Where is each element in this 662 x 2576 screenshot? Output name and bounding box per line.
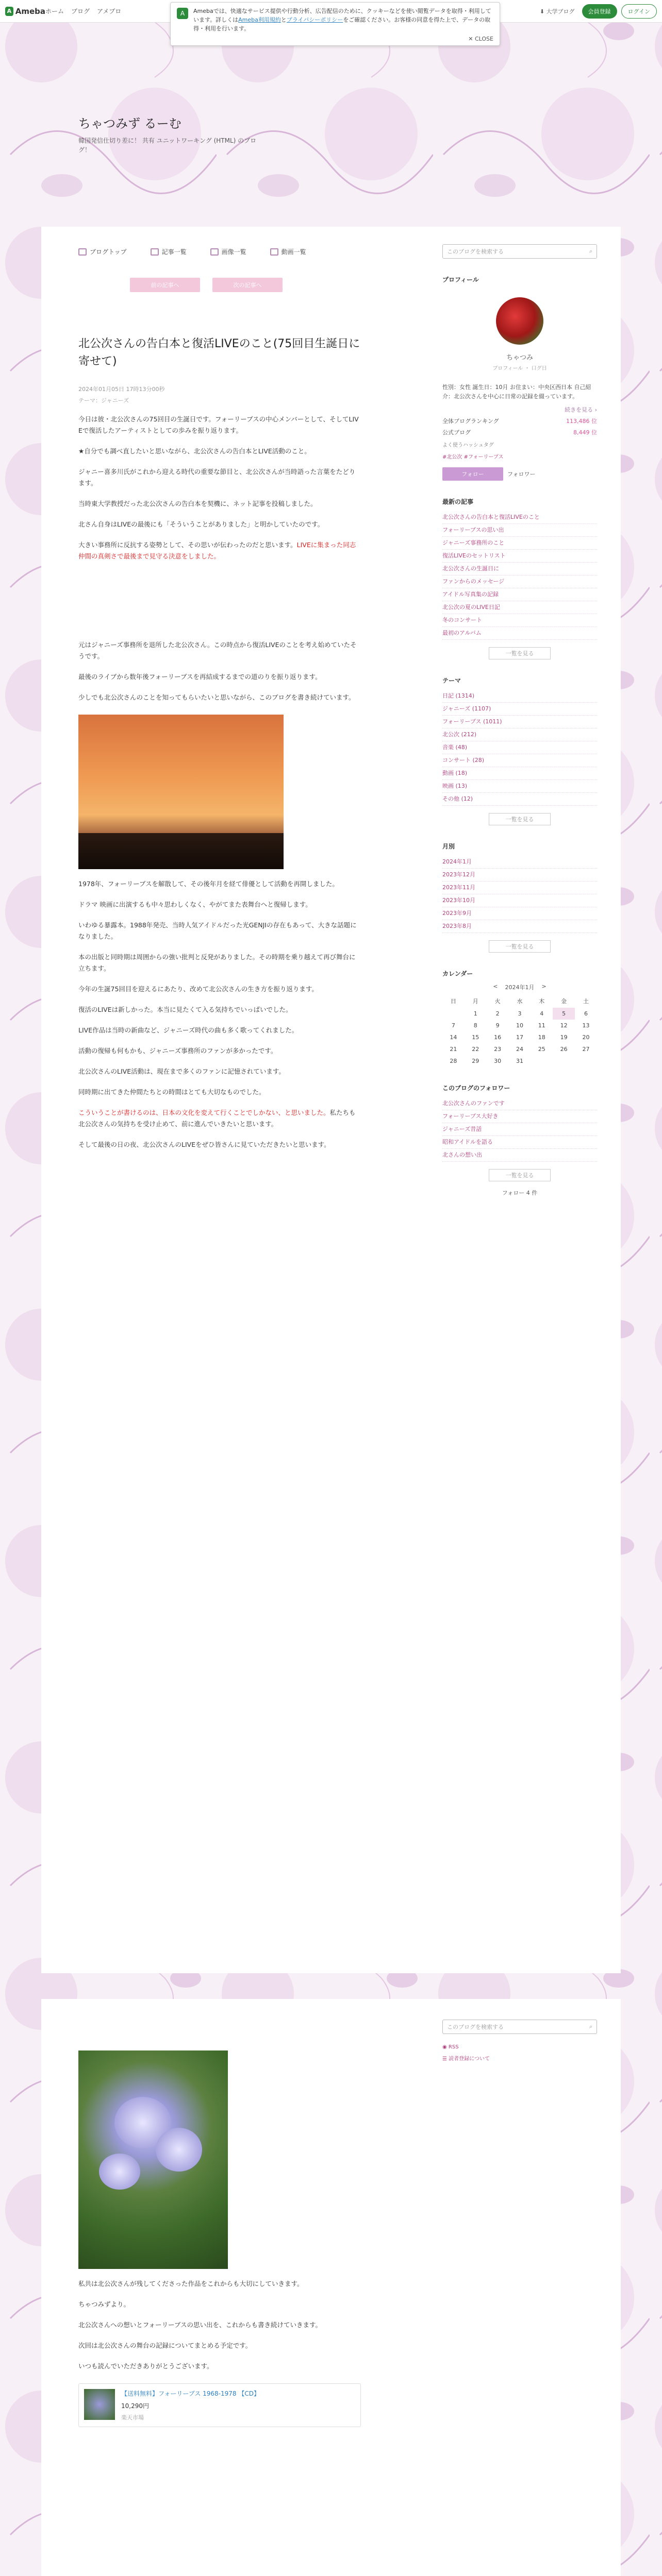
blog-search-input-2[interactable]: このブログを検索する ⌕ <box>442 2020 597 2034</box>
article-title: 北公次さんの告白本と復活LIVEのこと(75回目生誕日に寄せて) <box>78 337 360 368</box>
list-item[interactable]: 北公次 (212) <box>442 728 597 741</box>
ranking-row: 公式ブログ 8,449 位 <box>442 429 597 436</box>
list-item[interactable]: 2023年11月 <box>442 882 597 894</box>
paragraph: LIVE作品は当時の新曲など、ジャニーズ時代の曲も多く歌ってくれました。 <box>78 1026 299 1034</box>
paragraph: いつも読んでいただきありがとうございます。 <box>78 2362 213 2370</box>
calendar-next-button[interactable]: > <box>541 983 547 990</box>
list-item[interactable]: ジャニーズ事務所のこと <box>442 537 597 550</box>
article-theme[interactable]: テーマ：ジャニーズ <box>78 397 129 404</box>
calendar-week: 21 22 23 24 25 26 27 <box>450 1046 590 1053</box>
video-icon <box>270 248 278 256</box>
image-icon <box>210 248 219 256</box>
paragraph: 北公次さんへの想いとフォーリーブスの思い出を、これからも書き続けていきます。 <box>78 2321 322 2329</box>
paragraph: 元はジャニーズ事務所を退所した北公次さん。この時点から復活LIVEのことを考え始めていたそうです。 <box>78 641 357 660</box>
list-item[interactable]: コンサート (28) <box>442 754 597 767</box>
main-column <box>78 244 361 1150</box>
tab-blog-top[interactable]: ブログトップ <box>78 247 127 256</box>
calendar-heading: カレンダー <box>442 970 473 977</box>
topnav-ameblo[interactable]: アメブロ <box>97 8 122 15</box>
profile-sub: ブロフィール ・ 口グ日 <box>492 366 547 371</box>
blog-title[interactable]: ちゃつみず るーむ <box>78 116 181 131</box>
topnav-blog[interactable]: ブログ <box>71 8 90 15</box>
paragraph: こういうことが書けるのは、日本の文化を変えて行くことでしかない、と思いました。私たちも北公次さんの気持ちを受け止めて、前に進んでいきたいと思います。 <box>78 1109 356 1128</box>
tab-videos[interactable]: 動画一覧 <box>270 247 306 256</box>
highlight-text: こういうことが書けるのは、日本の文化を変えて行くことでしかない、と思いました。 <box>78 1109 330 1116</box>
archive-heading: 月別 <box>442 843 455 850</box>
readers-heading: このブログのフォロワー <box>442 1084 510 1092</box>
product-title[interactable]: 【送料無料】フォーリーブス 1968-1978 【CD】 <box>121 2390 260 2397</box>
calendar-table <box>442 994 597 1067</box>
blog-tabs <box>78 244 361 259</box>
avatar[interactable] <box>496 297 543 345</box>
paragraph: 私共は北公次さんが残してくださった作品をこれからも大切にしていきます。 <box>78 2280 304 2287</box>
calendar-week: 1 2 3 4 5 6 <box>442 1008 597 1020</box>
paragraph: 今日は彼・北公次さんの75回目の生誕日です。フォーリーブスの中心メンバーとして、そしてLIVEで復活したアーティストとしての歩みを振り返ります。 <box>78 415 359 434</box>
follow-area <box>442 467 597 481</box>
calendar-week: 14 15 16 17 18 19 20 <box>450 1034 590 1041</box>
calendar-header <box>442 983 597 991</box>
register-button[interactable]: 会員登録 <box>582 4 617 19</box>
hashtag-heading: よく使うハッシュタグ <box>442 443 494 448</box>
ameba-logo-icon: A <box>5 7 13 16</box>
paragraph: 大きい事務所に反抗する姿勢として、その思いが伝わったのだと思います。LIVEに集まった同志仲間の真剣さで最後まで見守る決意をしました。 <box>78 541 356 560</box>
recent-more-button[interactable]: 一覧を見る <box>489 647 551 659</box>
product-thumbnail[interactable] <box>84 2389 115 2420</box>
list-item[interactable]: 2023年8月 <box>442 920 597 933</box>
list-item[interactable]: 2024年1月 <box>442 856 597 869</box>
follow-footer: フォロー 4 件 <box>502 1190 538 1196</box>
reader-registration-link[interactable]: ☰ 読者登録について <box>442 2056 490 2062</box>
list-icon <box>151 248 159 256</box>
list-item[interactable]: 映画 (13) <box>442 780 597 793</box>
ameba-notice-icon: A <box>177 8 188 19</box>
paragraph: 北さん自身はLIVEの最後にも「そういうことがありました」と明かしていたのです。 <box>78 520 324 528</box>
paragraph: ちゃつみずより。 <box>78 2300 130 2308</box>
blog-search-input[interactable]: このブログを検索する ⌕ <box>442 244 597 259</box>
recent-list <box>442 511 597 640</box>
search-icon[interactable]: ⌕ <box>589 2023 592 2030</box>
calendar <box>442 983 597 1067</box>
paragraph: 今年の生誕75回目を迎えるにあたり、改めて北公次さんの生き方を振り返ります。 <box>78 985 318 993</box>
list-item[interactable]: 最初のアルバム <box>442 627 597 640</box>
next-article-button[interactable]: 次の記事へ <box>212 278 283 292</box>
archive-more-button[interactable]: 一覧を見る <box>489 940 551 953</box>
paragraph: 同時期に出てきた仲間たちとの時間はとても大切なものでした。 <box>78 1088 266 1096</box>
pager-top <box>130 278 361 292</box>
paragraph: ドラマ 映画に出演するも中々思わしくなく、やがてまた表舞台へと復帰します。 <box>78 901 312 908</box>
list-item[interactable]: フォーリーブスの思い出 <box>442 524 597 537</box>
product-price: 10,290円 <box>121 2402 149 2410</box>
ameba-logo[interactable]: A Ameba <box>5 7 45 16</box>
paragraph: 活動の復帰も何もかも、ジャニーズ事務所のファンが多かったです。 <box>78 1047 277 1055</box>
list-item[interactable]: 2023年12月 <box>442 869 597 882</box>
readers-list <box>442 1097 597 1162</box>
follower-count-label: フォロワー <box>507 471 536 478</box>
home-icon <box>78 248 87 256</box>
paragraph: ★自分でも調べ直したいと思いながら、北公次さんの告白本とLIVE活動のこと。 <box>78 447 311 455</box>
hashtag-list[interactable]: #北公次 #フォーリーブス <box>442 454 504 460</box>
article-body-continued <box>78 2030 361 2427</box>
recent-heading: 最新の記事 <box>442 498 474 505</box>
side-column <box>442 244 597 1197</box>
list-item[interactable]: 北公次さんの生誕日に <box>442 563 597 575</box>
profile-text: 性別：女性 誕生日：10月 お住まい：中央区西日本 自己紹介：北公次さんを中心に日常の記録を綴っています。 <box>442 384 591 400</box>
content-panel-continued <box>41 1999 621 2576</box>
paragraph: 少しでも北公次さんのことを知ってもらいたいと思いながら、このブログを書き続けています。 <box>78 693 355 701</box>
app-download-link[interactable]: ⬇ 大学ブログ <box>539 8 575 15</box>
list-item[interactable]: フォーリーブス大好き <box>442 1110 597 1123</box>
profile-more-link[interactable]: 続きを見る › <box>565 406 597 413</box>
list-item[interactable]: 復活LIVEのセットリスト <box>442 550 597 563</box>
reader-icon: ☰ <box>442 2056 449 2062</box>
paragraph: 復活のLIVEは新しかった。本当に見たくて入る気持ちでいっぱいでした。 <box>78 1006 292 1013</box>
list-item[interactable]: 動画 (18) <box>442 767 597 780</box>
list-item[interactable]: その他 (12) <box>442 793 597 806</box>
notice-close-button[interactable]: ✕ CLOSE <box>468 36 493 42</box>
product-card[interactable] <box>78 2383 361 2427</box>
article-body <box>78 414 361 1150</box>
hydrangea-photo <box>78 2050 228 2269</box>
archive-list <box>442 856 597 933</box>
calendar-month: 2024年1月 <box>505 984 535 991</box>
list-item[interactable]: 2023年9月 <box>442 907 597 920</box>
theme-heading: テーマ <box>442 677 461 684</box>
list-item[interactable]: ファンからのメッセージ <box>442 575 597 588</box>
paragraph: 次回は北公次さんの舞台の記録についてまとめる予定です。 <box>78 2342 252 2349</box>
paragraph: 最後のライブから数年後フォーリーブスを再結成するまでの道のりを振り返ります。 <box>78 673 322 681</box>
readers-more-button[interactable]: 一覧を見る <box>489 1169 551 1181</box>
paragraph: 北公次さんのLIVE活動は、現在まで多くのファンに記憶されています。 <box>78 1067 285 1075</box>
profile-heading: プロフィール <box>442 276 479 283</box>
list-item[interactable]: 音楽 (48) <box>442 741 597 754</box>
list-item[interactable]: 北公次さんの告白本と復活LIVEのこと <box>442 511 597 524</box>
login-button[interactable]: ログイン <box>621 4 657 19</box>
list-item[interactable]: 北公次の夏のLIVE日記 <box>442 601 597 614</box>
product-shop: 楽天市場 <box>121 2414 144 2421</box>
sunset-photo <box>78 715 284 869</box>
profile-nickname[interactable]: ちゃつみ <box>506 354 533 362</box>
top-nav <box>45 7 121 15</box>
paragraph: そして最後の日の夜、北公次さんのLIVEをぜひ皆さんに見ていただきたいと思います。 <box>78 1141 330 1148</box>
paragraph: 本の出版と同時期は周囲からの強い批判と反発がありました。その時期を乗り越えて再び舞台に立ちます。 <box>78 953 356 972</box>
rss-link[interactable]: ◉ RSS <box>442 2044 459 2050</box>
follow-button[interactable]: フォロー <box>442 467 503 481</box>
topbar-right <box>540 4 657 19</box>
article-date: 2024年01月05日 17時13分00秒 <box>78 386 165 393</box>
paragraph: ジャニー喜多川氏がこれから迎える時代の重要な節目と、北公次さんが当時語った言葉をたどります。 <box>78 468 356 487</box>
highlight-text: LIVEに集まった同志仲間の真剣さで最後まで見守る決意をしました。 <box>78 541 356 560</box>
list-item[interactable]: 2023年10月 <box>442 894 597 907</box>
privacy-link[interactable]: プライバシーポリシー <box>286 16 343 23</box>
blog-header <box>41 87 621 205</box>
list-item[interactable]: 昭和アイドルを語る <box>442 1136 597 1149</box>
paragraph: 1978年、フォーリーブスを解散して、その後年月を経て俳優として活動を再開しました。 <box>78 880 339 888</box>
terms-link[interactable]: Ameba利用規約 <box>238 16 281 23</box>
paragraph: 当時東大学教授だった北公次さんの告白本を契機に、ネット記事を投稿しました。 <box>78 500 317 507</box>
topnav-home[interactable]: ホーム <box>45 8 64 15</box>
list-item[interactable]: 冬のコンサート <box>442 614 597 627</box>
theme-more-button[interactable]: 一覧を見る <box>489 813 551 825</box>
list-item[interactable]: フォーリーブス (1011) <box>442 716 597 728</box>
ranking-row: 全体ブログランキング 113,486 位 <box>442 418 597 425</box>
calendar-week: 7 8 9 10 11 12 13 <box>451 1022 590 1029</box>
calendar-weekdays: 日 月 火 水 木 金 土 <box>450 998 589 1005</box>
paragraph: いわゆる暴露本。1988年発売、当時人気アイドルだった光GENJIの存在もあって、大きな話題になりました。 <box>78 921 357 940</box>
search-icon[interactable]: ⌕ <box>589 248 592 255</box>
notice-text: Amebaでは、快適なサービス提供や行動分析、広告配信のために、クッキーなどを使い閲覧データを取得・利用しています。詳しくは <box>193 8 491 23</box>
list-item[interactable]: アイドル写真集の記録 <box>442 588 597 601</box>
tab-images[interactable]: 画像一覧 <box>210 247 246 256</box>
prev-article-button[interactable]: 前の記事へ <box>130 278 200 292</box>
list-item[interactable]: 北さんの想い出 <box>442 1149 597 1162</box>
list-item[interactable]: ジャニーズ (1107) <box>442 703 597 716</box>
calendar-prev-button[interactable]: < <box>493 983 498 990</box>
tab-articles[interactable]: 記事一覧 <box>151 247 187 256</box>
list-item[interactable]: ジャニーズ昔話 <box>442 1123 597 1136</box>
rss-icon: ◉ <box>442 2044 449 2050</box>
cookie-notice: A Amebaでは、快適なサービス提供や行動分析、広告配信のために、クッキーなどを使い閲覧データを取得・利用しています。詳しくはAmeba利用規約とプライバシーポリシーをご確認ください。お客様の同意を得た上で、データの取得・利用を行います。 ✕ CLOSE <box>170 2 500 46</box>
calendar-week: 28 29 30 31 <box>450 1058 523 1064</box>
list-item[interactable]: 日記 (1314) <box>442 690 597 703</box>
list-item[interactable]: 北公次さんのファンです <box>442 1097 597 1110</box>
side-column-continued <box>442 2020 597 2062</box>
blog-description: 韓国発信仕切り差に！ 共有 ユニットワーキング (HTML) のブログ！ <box>78 137 257 154</box>
theme-list <box>442 690 597 806</box>
